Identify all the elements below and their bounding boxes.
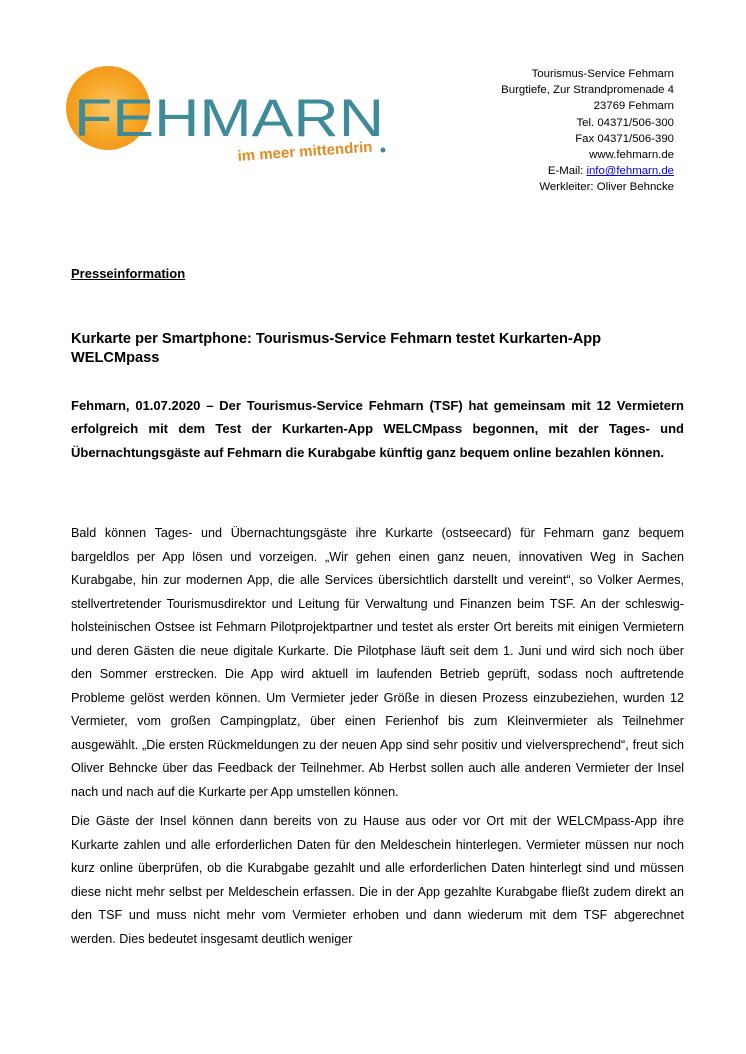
- contact-manager: Werkleiter: Oliver Behncke: [539, 181, 674, 194]
- contact-email-line: [501, 163, 674, 179]
- contact-tel: Tel. 04371/506-300: [576, 116, 674, 129]
- lead-paragraph: Fehmarn, 01.07.2020 – Der Tourismus-Service Fehmarn (TSF) hat gemeinsam mit 12 Vermietern erfolgreich mit dem Test der Kurkarten-App WELCMpass begonnen, mit der Tages- und Übernachtungsgäste auf Fehmarn die Kurabgabe künftig ganz bequem online bezahlen können.: [71, 398, 684, 460]
- fehmarn-logo-graphic: [58, 64, 398, 174]
- tagline-dot-icon: [381, 148, 386, 153]
- contact-email-label: E-Mail:: [547, 165, 587, 178]
- contact-street: Burgtiefe, Zur Strandpromenade 4: [501, 84, 674, 97]
- fehmarn-logo: [58, 64, 398, 174]
- contact-fax: Fax 04371/506-390: [575, 132, 674, 145]
- contact-web: www.fehmarn.de: [589, 149, 674, 162]
- body-text: [71, 522, 684, 957]
- contact-block: [501, 66, 674, 196]
- body-paragraph-1: Bald können Tages- und Übernachtungsgäste ihre Kurkarte (ostseecard) für Fehmarn ganz bequem bargeldlos per App lösen und vorzeigen. „Wir gehen einen ganz neuen, innovativen Weg in Sachen Kurabgabe, hin zur modernen App, die alle Services übersichtlich darstellt und vereint“, so Volker Aermes, stellvertretender Tourismusdirektor und Leitung für Verwaltung und Finanzen beim TSF. An der schleswig-holsteinischen Ostsee ist Fehmarn Pilotprojektpartner und testet als erster Ort bereits mit einigen Vermietern und deren Gästen die neue digitale Kurkarte. Die Pilotphase läuft seit dem 1. Juni und wird sich noch über den Sommer erstrecken. Die App wird aktuell im laufenden Betrieb geprüft, sodass noch auftretende Probleme gelöst werden können. Um Vermieter jeder Größe in diesen Prozess einzubeziehen, wurden 12 Vermieter, vom großen Campingplatz, über einen Ferienhof bis zum Kleinvermieter als Teilnehmer ausgewählt. „Die ersten Rückmeldungen zu der neuen App sind sehr positiv und vielversprechend“, freut sich Oliver Behncke über das Feedback der Teilnehmer. Ab Herbst sollen auch alle anderen Vermieter der Insel nach und nach auf die Kurkarte per App umstellen können.: [71, 526, 684, 799]
- contact-email-link[interactable]: info@fehmarn.de: [586, 165, 674, 178]
- contact-org: Tourismus-Service Fehmarn: [531, 68, 674, 80]
- logo-tagline: im meer mittendrin: [237, 138, 373, 165]
- logo-wordmark: FEHMARN: [74, 89, 384, 148]
- body-paragraph-2: Die Gäste der Insel können dann bereits von zu Hause aus oder vor Ort mit der WELCMpass-App ihre Kurkarte zahlen und alle erforderlichen Daten für den Meldeschein hinterlegen. Vermieter müssen nur noch kurz online überprüfen, ob die Kurabgabe gezahlt und alle erforderlichen Daten hinterlegt sind und müssen diese nicht mehr selbst per Meldeschein erfassen. Die in der App gezahlte Kurabgabe fließt zudem direkt an den TSF und muss nicht mehr vom Vermieter erhoben und dann wiederum mit dem TSF abgerechnet werden. Dies bedeutet insgesamt deutlich weniger: [71, 814, 684, 946]
- press-label: Presseinformation: [71, 266, 186, 281]
- headline: Kurkarte per Smartphone: Tourismus-Service Fehmarn testet Kurkarten-App WELCMpass: [71, 331, 602, 366]
- contact-city: 23769 Fehmarn: [593, 100, 674, 113]
